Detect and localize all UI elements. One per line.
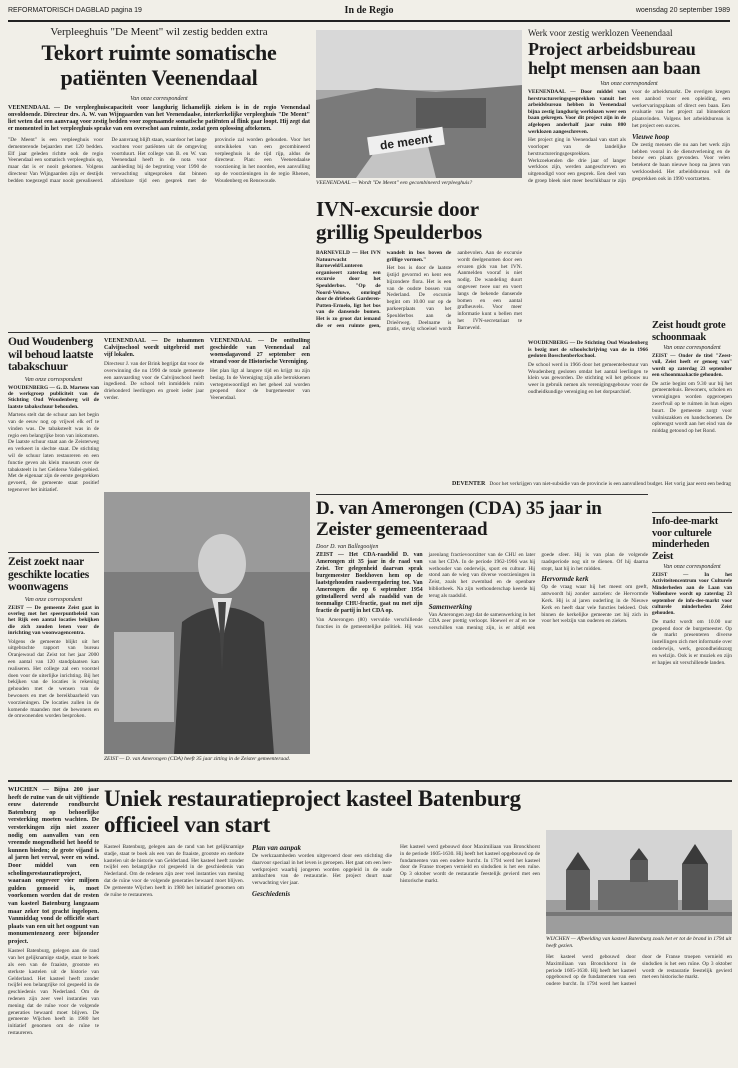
- photo-amerongen: [104, 492, 310, 754]
- article-body-2: Van Amerongen zegt dat de samenwerking in het CDA zeer prettig verloopt. Hoewel er af en toe verschillen van mening zijn, is er altijd een goede sfeer. Hij is van plan de volgende raadsperiode nog uit te dienen. Of hij daarna stopt, laat hij in het midden.: [428, 552, 648, 632]
- article-headline: Uniek restauratieproject kasteel Batenburg officieel van start: [104, 786, 521, 837]
- article-byline: Van onze correspondent: [24, 376, 83, 383]
- article-body-3: Op de vraag waar hij het meest om geeft, antwoordt hij zonder aarzelen: de Hervormde Kerk. Hij is al jaren ouderling in de Nieuwe Kerk en heeft daar vele functies bekleed. Ook binnen de kerkelijke gemeente zet hij zich in voor het welzijn van ouderen en zieken.: [541, 584, 648, 625]
- article-byline: Door D. van Ballegooijen: [316, 544, 379, 550]
- article-lead: ZEIST — Onder de titel "Zeest-vuil, Zeist heeft er genoeg van" wordt op zaterdag 23 september een schoonmaakactie gehouden.: [652, 353, 732, 379]
- article-headline: IVN-excursie door grillig Speulderbos: [316, 198, 482, 244]
- brief-body: Directeur J. van der Brink begrijpt dat voor de overwinning die nu 1990 de totale gemeente een aanvaarding voor de Calvijnschool heeft ingediend. De school telt inmiddels ruim driehonderd leerlingen en groeit ieder jaar verder.: [104, 361, 204, 401]
- article-body-2: De werkzaamheden worden uitgevoerd door een stichting die daarvoor speciaal in het leven is geroepen. Het gaat om een leer-werkproject waarbij jongeren worden opgeleid in de oude ambachten van de restauratie. Het project duurt naar verwachting vier jaar.: [252, 853, 392, 887]
- portrait-figure-icon: [104, 492, 310, 754]
- article-lead: VEENENDAAL — Door middel van herstructureringsgesprekken vanuit het arbeidsbureau hebben in Veenendaal bijna zestig langdurig werklozen weer een baan gekregen. Voor dit project zijn in de afgelopen anderhalf jaar ruim 800 werklozen aangeschreven.: [528, 89, 626, 135]
- article-ivn: [316, 198, 522, 470]
- article-kicker: Verpleeghuis "De Meent" wil zestig bedden extra: [50, 26, 268, 38]
- article-lead: BARNEVELD — Het IVN Natuurwacht Barneveld/Lunteren organiseert zaterdag een excursie door het Speulderbos. "Op de Noord-Veluwe, omringd door de drieboek Garderen-Putten-Ermelo, ligt het bos van de dansende bomen. Het is zo groot dat iemand die er een ruimte geen, wandelt in bos boven de grillige vormen.": [316, 250, 452, 329]
- brief-calvijnschool: [104, 338, 204, 486]
- sign-text: de meent: [379, 131, 434, 153]
- article-wijchen: [104, 786, 540, 1062]
- article-body: Kasteel Batenburg, gelegen aan de rand van het gelijknamige stadje, staat te boek als een van de fraaiste, grootste en sterkste kastelen uit de historie van Gelderland. Het kasteel heeft zonder twijfel een belangrijke rol gespeeld in de geschiedenis van Nederland. Om de redenen zijn zeer veel instanties van mening dat de ruïne voor de volgende generaties bewaard moet blijven. De gemeente Wijchen heeft in 1980 het initiatief genomen om de ruïne te restaureren.: [8, 948, 99, 1037]
- photo-caption: ZEIST — D. van Amerongen (CDA) heeft 35 jaar zitting in de Zeister gemeenteraad.: [104, 756, 291, 762]
- article-wijchen-lead: [8, 786, 99, 1062]
- article-columns: [528, 89, 730, 185]
- article-arbeidsbureau: [528, 28, 730, 318]
- article-body: Het bos is door de laatste ijstijd gevormd en kent een bijzondere flora. Het is een van de oudste bossen van Nederland. De excursie begint om 10.00 uur op de parkeerplaats van het Speulderbos aan de Drieërweg. Deelname is gratis, stevig schoeisel wordt aanbevolen. Aan de excursie wordt deelgenomen door een ervaren gids van het IVN. Aanmelden vooraf is niet nodig. De wandeling duurt ongeveer twee uur en voert langs de bekende dansende bomen en een aantal grafheuvels. Voor meer informatie kunt u bellen met het IVN-secretariaat te Barneveld.: [386, 250, 522, 333]
- divider: [8, 780, 732, 782]
- subheading: Plan van aanpak: [252, 844, 302, 852]
- article-body-3: Het kasteel werd gebouwd door Maximiliaan van Bronckhorst in de periode 1605-1630. Hij heeft het kasteel opgebouwd op de fundamenten van een oudere burcht. In 1794 werd het kasteel door de Franse troepen vernield en sindsdien is het een ruïne. Op 3 oktober wordt de restauratie feestelijk gevierd met een historische markt.: [400, 844, 540, 884]
- article-lead: VEENENDAAL — De verpleeghuiscapaciteit voor langdurig lichamelijk zieken is in de regio Veenendaal onvoldoende. Directeur drs. A. W. van Wijngaarden van het Veenendaalse, interkerkelijke verpleeghuis "De Meent" liet weten dat een aanvraag voor zestig bedden voor zogenaamde somatische patiënten al flink gaar loopt. Hij zegt dat er momenteel in het verpleeghuis sprake van een overschot aan ruimte, zodat geen oplossing aftekenen.: [8, 105, 310, 132]
- article-body: Volgens de gemeente blijkt uit het uitgebrachte rapport van bureau Oranjewoud dat Zeist tot het jaar 2000 een aantal van 120 standplaatsen kan realiseren. Het college zal een voorstel doen voor de uiterlijke inrichting. Bij het bekijken van de locaties is rekening gehouden met de wensen van de bewoners en met de bereikbaarheid van voorzieningen. De locaties zullen in de komende maanden met de bewoners en de omwonenden worden besproken.: [8, 638, 99, 720]
- article-lead: ZEIST — De gemeente Zeist gaat in overleg met het speerpuntbeleid van het Rijk een aantal locaties bekijken die zich zouden lenen voor de inrichting van woonwagencentra.: [8, 604, 99, 637]
- article-lead: WIJCHEN — Bijna 200 jaar heeft de ruïne van de uit vijftiende eeuw daterende rondburcht Batenburg op behoorlijke versterking moeten wachten. De versterkingen zijn niet zozeer nodig om aanvallen van een vreemde mogendheid het hoofd te kunnen bieden; de grote vijand is al jaren het verval, weer en wind. Door middel van een scholingsrestauratieproject, waaraan ongeveer vier miljoen gulden gemoeid is, moet voorkomen worden dat de resten van kasteel Batenburg langzaam maar zeker tot gracht ingelopen. Vanmiddag vond de officiële start plaats van een uit het oogpunt van monumentenzorg zeer bijzonder project.: [8, 786, 99, 945]
- article-info-markt: [652, 516, 732, 776]
- article-wijchen-continued: Het kasteel werd gebouwd door Maximiliaan van Bronckhorst in de periode 1605-1630. Hij heeft het kasteel opgebouwd op de fundamenten van een oudere burcht. In 1794 werd het kasteel door de Franse troepen vernield en sindsdien is het een ruïne. Op 3 oktober wordt de restauratie feestelijk gevierd met een historische markt.: [546, 954, 732, 988]
- article-lead: ZEIST — Het CDA-raadslid D. van Amerongen zit 35 jaar in de raad van Zeist. Ter gelegenheid daarvan sprak burgemeester Boekhoven hem op de laatstgehouden raadsvergadering toe. Van Amerongen die op 6 september 1954 geïnstalleerd werd als raadslid van de toenmalige CHU-fractie, gaat nu met zijn fractie de partij in het CDA op.: [316, 552, 423, 614]
- article-body: "De Meent" is een verpleeghuis voor dementerende bejaarden met 120 bedden. Elf jaar geleden richtte ook de regio Veenendaal een somatisch verpleeghuis op, maar dat is er nooit gekomen. Volgens directeur Van Wijngaarden zijn er destijds bedden toegezegd maar nooit gerealiseerd. De aanvraag blijft staan, waardoor het lange wachten voor patiënten uit de omgeving voortduurt. Het college van B. en W. van Veenendaal heeft in de nota voor aanbieding bij de begroting voor 1990 de verwachting uitgesproken dat binnen afzienbare tijd een gesprek met de provincie zal worden gehouden. Voor het ontwikkelen van een gecombineerd verpleeghuis is de tijd rijp, aldus de directeur. Plan: een Veenendaalse voorziening in het noorden, een aanvulling op de voorzieningen in de regio Rhenen, Woudenberg en Renswoude.: [8, 137, 310, 184]
- brief-historische-vereniging: [210, 338, 310, 486]
- article-body: Van Amerongen (80) vervulde verschillende functies in de gemeentelijke politiek. Hij was jarenlang fractievoorzitter van de CHU en later van het CDA. In de periode 1962-1966 was hij wethouder van onderwijs, sport en cultuur. Hij stond aan de wieg van diverse voorzieningen in Zeist, zoals het zwembad en de openbare bibliotheek. Na zijn wethouderschap keerde hij terug als raadslid.: [316, 552, 536, 630]
- subheading: Hervormde kerk: [541, 575, 589, 584]
- header-date: woensdag 20 september 1989: [635, 7, 730, 14]
- article-headline: Zeist zoekt naar geschikte locaties woonwagens: [8, 556, 90, 593]
- article-body: Martens stelt dat de schuur aan het begin van de eeuw nog op vrijwel elk erf te vinden was. De tabaksteelt was in de regio een belangrijke bron van inkomsten. De laatste schuur staat aan de Zeisterweg en verkeert in slechte staat. De stichting wil de schuur laten restaureren en een functie geven als klein museum over de tabaksteelt in het Gelderse Vallei-gebied. Met de eigenaar zijn de eerste gesprekken gevoerd, de gemeente staat positief tegenover het initiatief.: [8, 412, 99, 493]
- photo-caption: VEENENDAAL — Wordt "De Meent" een gecombineerd verpleeghuis?: [316, 180, 473, 186]
- divider: [8, 332, 310, 333]
- article-woudenberg: [8, 336, 99, 548]
- article-zeist-schoonmaak: [652, 320, 732, 508]
- photo-castle-batenburg: [546, 830, 732, 934]
- article-byline: Van onze correspondent: [663, 345, 721, 351]
- brief-bosschenberkschool: [528, 340, 648, 468]
- page-header: [8, 4, 730, 22]
- brief-lead: WOUDENBERG — De Stichting Oud Woudenberg is bezig met de schoolschrijving van de in 1966 gesloten Bosschenberkschool.: [528, 340, 648, 360]
- brief-lead: DEVENTER: [452, 481, 486, 487]
- article-body: De markt wordt om 10.00 uur geopend door de burgemeester. Op de markt presenteren diverse instellingen zich met informatie over onderwijs, werk, gezondheidszorg en welzijn. Ook is er muziek en zijn er hapjes uit verschillende landen.: [652, 618, 732, 666]
- photo-caption: WIJCHEN — Afbeelding van kasteel Batenburg zoals het er tot de brand in 1794 uit heeft gezien.: [546, 936, 732, 949]
- brief-lead: VEENENDAAL — De onthulling geschiedde van Veenendaal zal woensdagavond 27 september een strand voor de Historische Vereniging.: [210, 338, 310, 365]
- article-columns: [316, 552, 648, 778]
- brief-lead: VEENENDAAL — De inhammen Calvijnschool wordt uitgebreid met vijf lokalen.: [104, 338, 204, 358]
- article-headline: Tekort ruimte somatische patiënten Veenendaal: [41, 40, 277, 90]
- divider: [316, 494, 648, 495]
- subheading: Geschiedenis: [252, 889, 291, 898]
- article-columns: [104, 844, 540, 1060]
- article-byline: Van onze correspondent: [663, 564, 721, 570]
- article-amerongen: [316, 498, 648, 778]
- subheading: Vieuwe hoop: [632, 132, 670, 141]
- article-byline: Van onze correspondent: [130, 96, 188, 102]
- article-body-2: De zestig mensen die nu aan het werk zijn hebben vooral in de dienstverlening en de bouw een plaats gevonden. Voor velen betekent de baan nieuwe hoop na jaren van werkloosheid. Het arbeidsbureau wil de gesprekken ook in 1990 voortzetten.: [632, 141, 730, 182]
- castle-icon: [546, 830, 732, 934]
- article-columns: [316, 250, 522, 333]
- article-lead: WOUDENBERG — G. D. Martens van de werkgroep publiciteit van de Stichting Oud Woudenberg wil de laatste tabakschuur behouden.: [8, 384, 99, 410]
- article-kicker: Werk voor zestig werklozen Veenendaal: [528, 28, 673, 38]
- subheading: Samenwerking: [428, 602, 472, 611]
- article-headline: Oud Woudenberg wil behoud laatste tabakschuur: [8, 336, 94, 373]
- brief-body: Het plan ligt al langere tijd en krijgt nu zijn beslag. In de Vereniging zijn alle betrokkenen vertegenwoordigd en het geheel zal worden geopend door de burgemeester van Veenendaal.: [210, 368, 310, 402]
- photo-de-meent: [316, 30, 522, 178]
- article-byline: Van onze correspondent: [24, 596, 83, 603]
- header-section: In de Regio: [344, 5, 394, 16]
- article-lead: ZEIST — In het Activiteitencentrum voor Culturele Minderheden aan de Laan van Vollenhove wordt op zaterdag 23 september de info-dee-markt voor culturele minderheden Zeist gehouden.: [652, 572, 732, 617]
- article-byline: Van onze correspondent: [600, 81, 658, 87]
- article-headline: Zeist houdt grote schoonmaak: [652, 320, 726, 343]
- article-headline: Info-dee-markt voor culturele minderheden Zeist: [652, 516, 719, 562]
- article-body: Kasteel Batenburg, gelegen aan de rand van het gelijknamige stadje, staat te boek als een van de fraaiste, grootste en sterkste kastelen uit de historie van Gelderland. Het kasteel heeft zonder twijfel een belangrijke rol gespeeld in de geschiedenis van Nederland. Om de redenen zijn zeer veel instanties van mening dat de ruïne voor de volgende generaties bewaard moet blijven. De gemeente Wijchen heeft in 1980 het initiatief genomen om de ruïne te restaureren.: [104, 844, 244, 898]
- building-icon: [316, 30, 522, 178]
- divider: [8, 552, 99, 553]
- article-body: De actie begint om 9.30 uur bij het gemeentehuis. Bewoners, scholen en verenigingen worden opgeroepen zwerfvuil op te ruimen in hun eigen buurt. De gemeente zorgt voor vuilniszakken en handschoenen. De opbrengst wordt aan het eind van de middag getoond op het Rond.: [652, 380, 732, 435]
- article-zeist-woonwagens: [8, 556, 99, 778]
- header-left: REFORMATORISCH DAGBLAD pagina 19: [8, 7, 142, 14]
- brief-body: De school werd in 1966 door het gemeentebestuur van Woudenberg gesloten omdat het aantal leerlingen te klein was geworden. De stichting wil het gebouw nu weer in gebruik nemen als verenigingsgebouw voor de oudheidkundige vereniging en het dorpsarchief.: [528, 361, 648, 395]
- article-veenendaal: [8, 26, 310, 332]
- article-headline: D. van Amerongen (CDA) 35 jaar in Zeister gemeenteraad: [316, 498, 602, 540]
- divider: [652, 512, 732, 513]
- article-body: Het project ging in Veenendaal van start als voorloper van de landelijke herstructureringsgesprekken. Werkzoekenden die drie jaar of langer werkloos zijn, werden aangeschreven en uitgenodigd voor een gesprek. Een deel van de groep bleek niet meer beschikbaar te zijn voor de arbeidsmarkt. De overigen kregen een aanbod voor een opleiding, een werkervaringsplaats of direct een baan. Een evaluatie van het project zal binnenkort plaatsvinden. Volgens het arbeidsbureau is het project een succes.: [528, 89, 730, 184]
- article-headline: Project arbeidsbureau helpt mensen aan baan: [528, 39, 701, 78]
- brief-body: Door het verkrijgen van niet-subsidie van de provincie is een aanvullend budget. Het vorig jaar eerst een bedrag: [489, 481, 731, 487]
